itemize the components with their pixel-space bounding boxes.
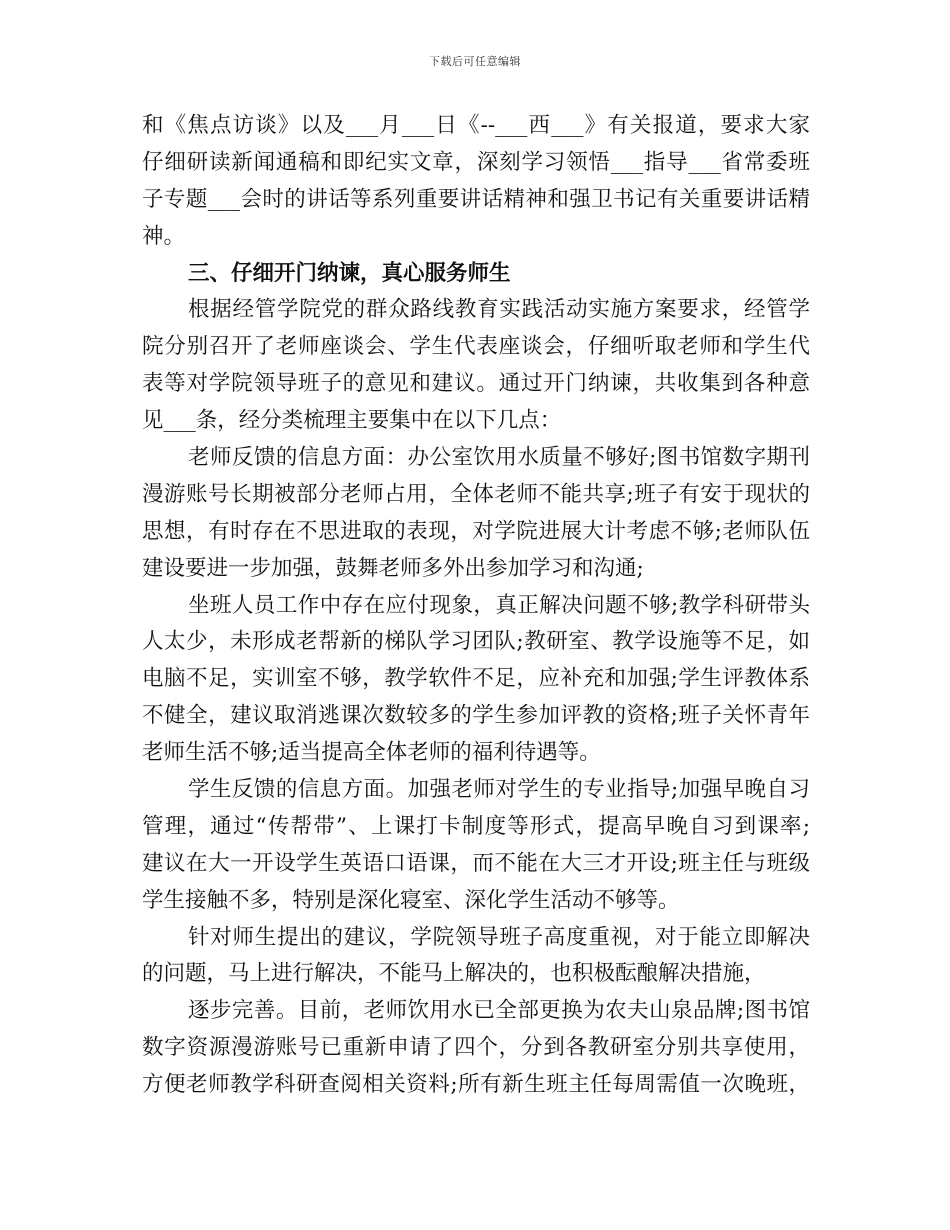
paragraph-line: 人太少，未形成老帮新的梯队学习团队;教研室、教学设施等不足，如 (142, 629, 810, 655)
paragraph-last-line: 老师生活不够;适当提高全体老师的福利待遇等。 (142, 740, 601, 766)
paragraph-line: 子专题___会时的讲话等系列重要讲话精神和强卫书记有关重要讲话精 (142, 186, 810, 212)
section-heading: 三、仔细开门纳谏，真心服务师生 (188, 260, 511, 286)
paragraph-line: 表等对学院领导班子的意见和建议。通过开门纳谏，共收集到各种意 (142, 371, 810, 397)
page-header-note: 下载后可任意编辑 (429, 55, 521, 68)
paragraph-last-line: 的问题，马上进行解决，不能马上解决的，也积极酝酿解决措施， (142, 961, 766, 987)
paragraph-first-line: 学生反馈的信息方面。加强老师对学生的专业指导;加强早晚自习 (188, 777, 810, 803)
paragraph-line: 电脑不足，实训室不够，教学软件不足，应补充和加强;学生评教体系 (142, 666, 810, 692)
paragraph-last-line: 学生接触不多，特别是深化寝室、深化学生活动不够等。 (142, 887, 680, 913)
paragraph-line: 院分别召开了老师座谈会、学生代表座谈会，仔细听取老师和学生代 (142, 334, 810, 360)
paragraph-first-line: 根据经管学院党的群众路线教育实践活动实施方案要求，经管学 (188, 297, 810, 323)
paragraph-first-line: 逐步完善。目前，老师饮用水已全部更换为农夫山泉品牌;图书馆 (188, 998, 810, 1024)
document-body (142, 108, 810, 1104)
paragraph-last-line: 见___条，经分类梳理主要集中在以下几点： (142, 408, 562, 434)
paragraph-line: 不健全，建议取消逃课次数较多的学生参加评教的资格;班子关怀青年 (142, 703, 810, 729)
paragraph-first-line: 老师反馈的信息方面：办公室饮用水质量不够好;图书馆数字期刊 (188, 445, 810, 471)
paragraph-line: 思想，有时存在不思进取的表现，对学院进展大计考虑不够;老师队伍 (142, 518, 810, 544)
paragraph-line: 建议在大一开设学生英语口语课，而不能在大三才开设;班主任与班级 (142, 850, 810, 876)
paragraph-line: 漫游账号长期被部分老师占用，全体老师不能共享;班子有安于现状的 (142, 481, 810, 507)
paragraph-line: 数字资源漫游账号已重新申请了四个，分到各教研室分别共享使用， (142, 1035, 810, 1061)
paragraph-line: 方便老师教学科研查阅相关资料;所有新生班主任每周需值一次晚班， (142, 1072, 810, 1098)
paragraph-last-line: 神。 (142, 223, 186, 249)
paragraph-last-line: 建设要进一步加强，鼓舞老师多外出参加学习和沟通; (142, 555, 644, 581)
paragraph-first-line: 针对师生提出的建议，学院领导班子高度重视，对于能立即解决 (188, 924, 810, 950)
paragraph-first-line: 坐班人员工作中存在应付现象，真正解决问题不够;教学科研带头 (188, 592, 810, 618)
paragraph-line: 仔细研读新闻通稿和即纪实文章，深刻学习领悟___指导___省常委班 (142, 149, 810, 175)
paragraph-line: 管理，通过“传帮带”、上课打卡制度等形式，提高早晚自习到课率; (142, 813, 810, 839)
paragraph-line: 和《焦点访谈》以及___月___日《--___西___》有关报道，要求大家 (142, 113, 810, 138)
